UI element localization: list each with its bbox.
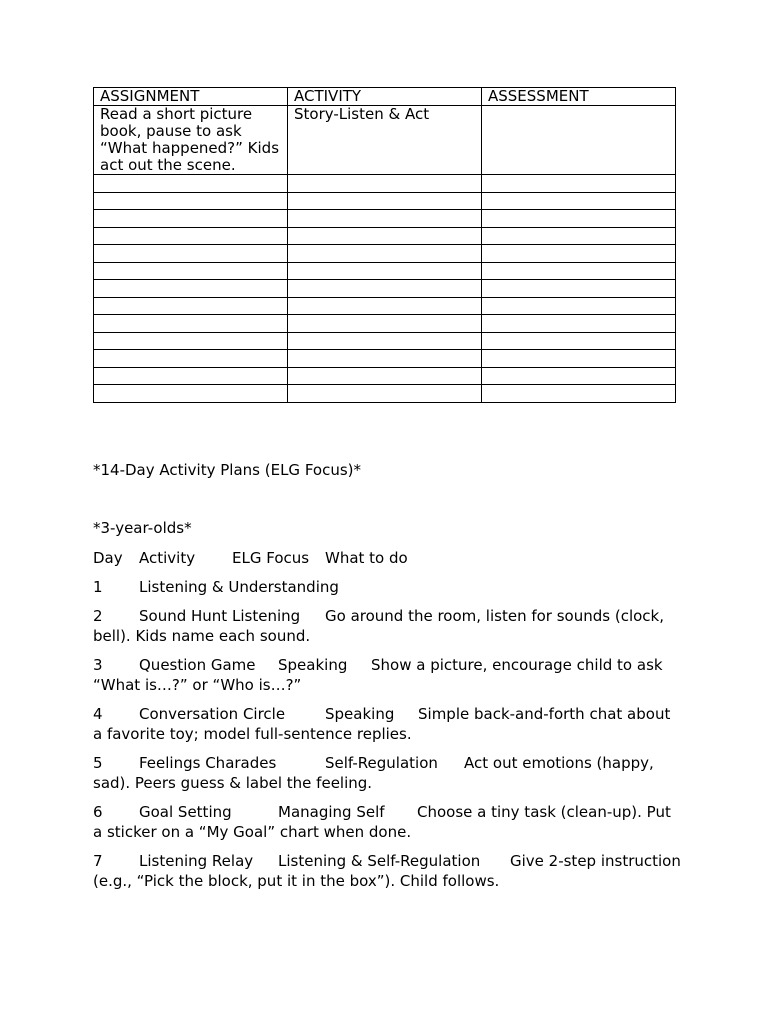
row-day: 1: [93, 578, 103, 596]
empty-cell: [288, 332, 482, 350]
empty-cell: [94, 210, 288, 228]
plan-row-day-5: [93, 754, 683, 793]
empty-cell: [482, 350, 676, 368]
empty-cell: [288, 175, 482, 193]
empty-cell: [288, 297, 482, 315]
empty-cell: [94, 350, 288, 368]
empty-cell: [94, 227, 288, 245]
table-row: [94, 227, 676, 245]
cell-activity: Story-Listen & Act: [288, 106, 482, 175]
empty-cell: [288, 385, 482, 403]
age-group-heading: *3-year-olds*: [93, 519, 192, 537]
empty-cell: [94, 367, 288, 385]
row-day: 7: [93, 852, 103, 870]
row-activity: Listening Relay: [139, 852, 254, 870]
row-what: Go around the room, listen for sounds (clock, bell). Kids name each sound.: [93, 607, 664, 645]
empty-cell: [482, 210, 676, 228]
row-elg: Listening & Self-Regulation: [278, 852, 481, 870]
table-row: [94, 367, 676, 385]
row-elg: Speaking: [278, 656, 348, 674]
col-elg: ELG Focus: [232, 549, 310, 567]
row-activity: Conversation Circle: [139, 705, 286, 723]
row-elg: Managing Self: [278, 803, 385, 821]
table-header-row: [94, 88, 676, 106]
plan-row-day-7: [93, 852, 683, 891]
table-row: [94, 192, 676, 210]
empty-cell: [94, 385, 288, 403]
empty-cell: [482, 245, 676, 263]
empty-cell: [288, 210, 482, 228]
table-row: [94, 280, 676, 298]
row-day: 3: [93, 656, 103, 674]
row-what: Simple back-and-forth chat about a favorite toy; model full-sentence replies.: [93, 705, 671, 743]
col-day: Day: [93, 549, 123, 567]
empty-cell: [288, 245, 482, 263]
empty-cell: [94, 175, 288, 193]
table-row: [94, 106, 676, 175]
row-day: 2: [93, 607, 103, 625]
table-row: [94, 262, 676, 280]
col-what: What to do: [325, 549, 408, 567]
empty-cell: [482, 367, 676, 385]
row-day: 4: [93, 705, 103, 723]
empty-cell: [94, 297, 288, 315]
empty-cell: [482, 332, 676, 350]
table-row: [94, 297, 676, 315]
row-activity: Listening & Understanding: [139, 578, 339, 596]
row-what: Show a picture, encourage child to ask “What is…?” or “Who is…?”: [93, 656, 663, 694]
empty-cell: [288, 367, 482, 385]
plan-row-day-2: [93, 607, 683, 646]
empty-cell: [482, 315, 676, 333]
empty-cell: [482, 385, 676, 403]
assignment-table: [93, 87, 676, 403]
row-what: Act out emotions (happy, sad). Peers guess & label the feeling.: [93, 754, 654, 792]
row-activity: Question Game: [139, 656, 256, 674]
row-day: 6: [93, 803, 103, 821]
header-assessment: ASSESSMENT: [482, 88, 676, 106]
empty-cell: [94, 262, 288, 280]
empty-cell: [482, 192, 676, 210]
empty-cell: [94, 280, 288, 298]
row-activity: Sound Hunt: [139, 607, 228, 625]
row-what: Choose a tiny task (clean-up). Put a sticker on a “My Goal” chart when done.: [93, 803, 671, 841]
row-elg: Speaking: [325, 705, 395, 723]
plan-row-day-4: [93, 705, 683, 744]
empty-cell: [94, 332, 288, 350]
empty-cell: [288, 192, 482, 210]
row-day: 5: [93, 754, 103, 772]
table-row: [94, 315, 676, 333]
empty-cell: [94, 245, 288, 263]
empty-cell: [482, 175, 676, 193]
plan-row-day-3: [93, 656, 683, 695]
row-elg: Self-Regulation: [325, 754, 438, 772]
row-activity: Feelings Charades: [139, 754, 277, 772]
header-assignment: ASSIGNMENT: [94, 88, 288, 106]
table-row: [94, 210, 676, 228]
row-elg: Listening: [232, 607, 301, 625]
col-activity: Activity: [139, 549, 196, 567]
empty-cell: [288, 227, 482, 245]
empty-cell: [288, 315, 482, 333]
empty-cell: [288, 262, 482, 280]
plan-row-day-1: [93, 578, 677, 598]
empty-cell: [94, 192, 288, 210]
row-activity: Goal Setting: [139, 803, 232, 821]
row-what: Give 2-step instruction (e.g., “Pick the block, put it in the box”). Child follows.: [93, 852, 681, 890]
table-row: [94, 175, 676, 193]
table-row: [94, 385, 676, 403]
empty-cell: [94, 315, 288, 333]
empty-cell: [482, 227, 676, 245]
cell-assessment: [482, 106, 676, 175]
plan-row-day-6: [93, 803, 683, 842]
empty-cell: [482, 297, 676, 315]
empty-cell: [482, 262, 676, 280]
table-row: [94, 245, 676, 263]
plans-column-headers: [93, 549, 677, 569]
plans-title: *14-Day Activity Plans (ELG Focus)*: [93, 461, 362, 479]
cell-assignment: Read a short picture book, pause to ask “What happened?” Kids act out the scene.: [94, 106, 288, 175]
empty-cell: [288, 350, 482, 368]
empty-cell: [288, 280, 482, 298]
table-row: [94, 332, 676, 350]
empty-cell: [482, 280, 676, 298]
table-row: [94, 350, 676, 368]
header-activity: ACTIVITY: [288, 88, 482, 106]
